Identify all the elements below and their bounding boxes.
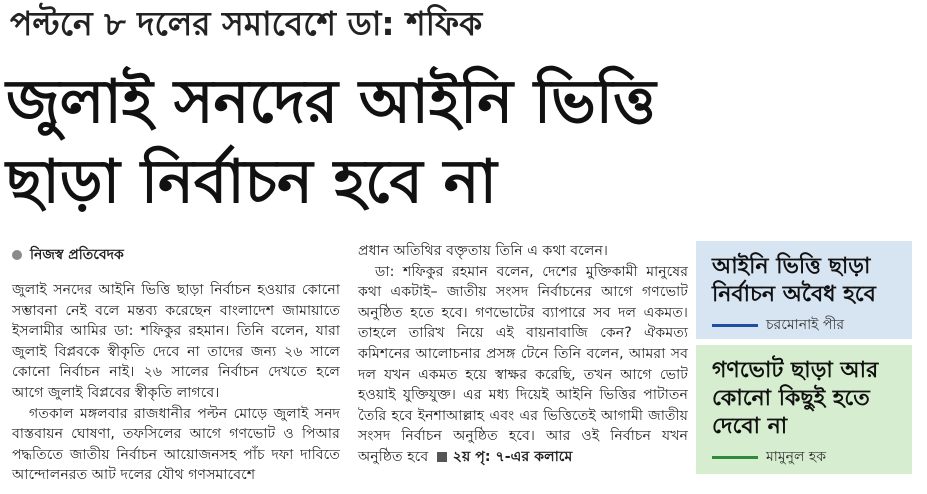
- article-column-1: [12, 244, 340, 486]
- sidebar-quote-box-2: [696, 345, 912, 474]
- paragraph: গতকাল মঙ্গলবার রাজধানীর পল্টন মোড়ে জুলাই সনদ বাস্তবায়ন ঘোষণা, তফসিলের আগে গণভোট ও পিআর পদ্ধতিতে জাতীয় নির্বাচন আয়োজনসহ পাঁচ দফা দাবিতে আন্দোলনরত আট দলের যৌথ গণসমাবেশে: [12, 405, 340, 484]
- sidebar-quote-title: গণভোট ছাড়া আর কোনো কিছুই হতে দেবো না: [712, 358, 879, 439]
- continuation-jump[interactable]: [433, 449, 573, 465]
- byline-text: নিজস্ব প্রতিবেদক: [30, 247, 124, 263]
- sidebar-attribution: [712, 313, 900, 337]
- sidebar-attribution: [712, 445, 900, 469]
- paragraph-text: ডা: শফিকুর রহমান বলেন, দেশের মুক্তিকামী মানুষের কথা একটাই– জাতীয় সংসদ নির্বাচনের আগে গণভোট অনুষ্ঠিত হতে হবে। গণভোটের ব্যাপারে সব দল একমত। তাহলে তারিখ নিয়ে এই বায়নাবাজি কেন? ঐকমত্য কমিশনের আলোচনার প্রসঙ্গ টেনে তিনি বলেন, আমরা সব দল যখন একমত হয়ে স্বাক্ষর করেছি, তখন আগে ভোট হওয়াই যুক্তিযুক্ত। এর মধ্য দিয়েই আইনি ভিত্তির পাটাতন তৈরি হবে ইনশাআল্লাহ এবং এর ভিত্তিতেই আগামী জাতীয় সংসদ নির্বাচন অনুষ্ঠিত হবে। আর ওই নির্বাচন যখন অনুষ্ঠিত হবে: [358, 263, 688, 465]
- main-headline: [6, 62, 921, 222]
- article-column-2: [358, 241, 688, 468]
- attribution-rule: [712, 456, 758, 459]
- byline: [12, 244, 340, 266]
- attribution-rule: [712, 324, 758, 327]
- attribution-name: চরমোনাই পীর: [766, 317, 845, 333]
- headline-line-1: জুলাই সনদের আইনি ভিত্তি: [6, 67, 656, 137]
- kicker-heading: পল্টনে ৮ দলের সমাবেশে ডা: শফিক: [10, 4, 483, 43]
- sidebar-quote-title: আইনি ভিত্তি ছাড়া নির্বাচন অবৈধ হবে: [712, 254, 876, 307]
- paragraph: [358, 262, 688, 468]
- paragraph: জুলাই সনদের আইনি ভিত্তি ছাড়া নির্বাচন হওয়ার কোনো সম্ভাবনা নেই বলে মন্তব্য করেছেন বাংলাদেশ জামায়াতে ইসলামীর আমির ডা: শফিকুর রহমান। তিনি বলেন, যারা জুলাই বিপ্লবকে স্বীকৃতি দেবে না তাদের জন্য ২৬ সালে কোনো নির্বাচন নাই। ২৬ সালের নির্বাচন দেখতে হলে আগে জুলাই বিপ্লবের স্বীকৃতি লাগবে।: [12, 282, 340, 401]
- headline-line-2: ছাড়া নির্বাচন হবে না: [6, 147, 497, 217]
- bullet-icon: [12, 250, 22, 260]
- square-bullet-icon: [437, 452, 447, 462]
- continuation-text: ২য় পৃ: ৭-এর কলামে: [452, 448, 573, 465]
- attribution-name: মামুনুল হক: [766, 449, 826, 465]
- paragraph: প্রধান অতিথির বক্তৃতায় তিনি এ কথা বলেন।: [358, 243, 608, 259]
- sidebar-quote-box-1: [696, 241, 912, 339]
